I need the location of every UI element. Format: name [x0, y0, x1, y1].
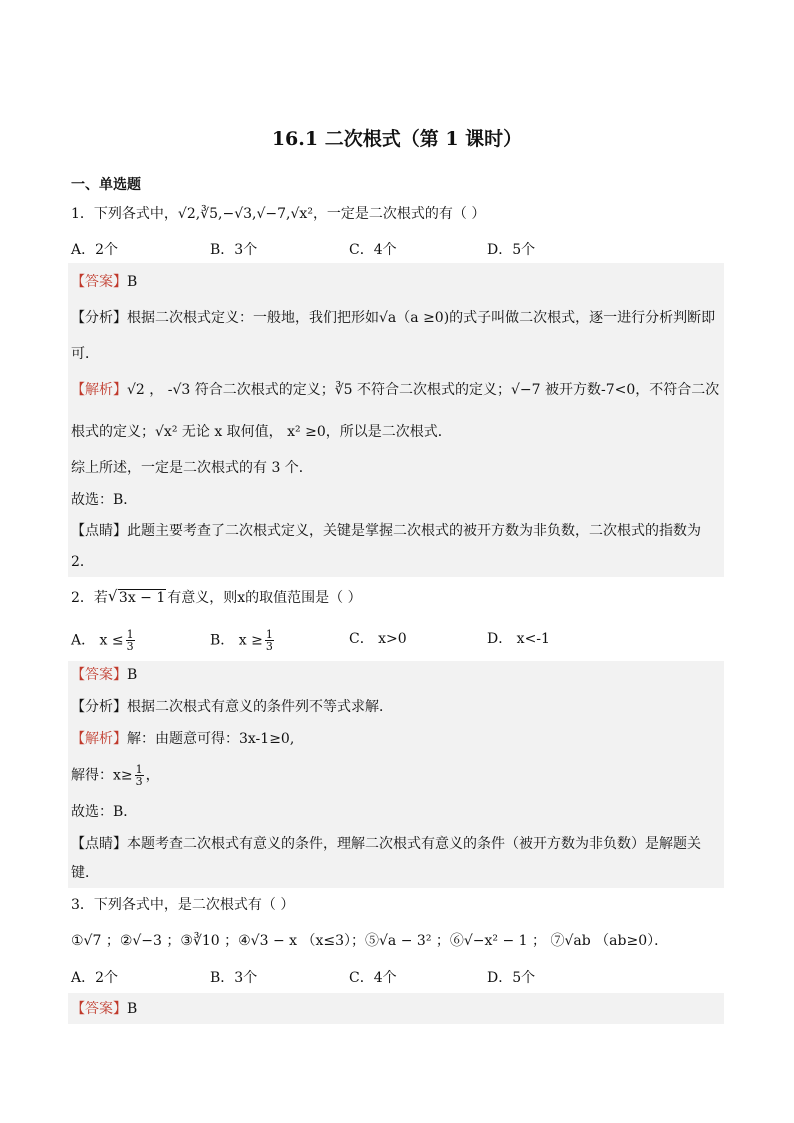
q1-option-b: B．3个	[210, 242, 258, 258]
q3-option-b: B．3个	[210, 970, 258, 986]
q2-comment-line-2: 键．	[71, 865, 99, 881]
q1-solution-line-2: 根式的定义；√x² 无论 x 取何值， x² ≥0，所以是二次根式．	[71, 424, 452, 440]
q2-solution	[71, 729, 294, 749]
q2-option-c: C． x>0	[349, 631, 407, 647]
solution-tag: 【解析】	[71, 382, 127, 398]
analysis-text: 根据二次根式定义：一般地，我们把形如√a（a ≥0)的式子叫做二次根式，逐一进行分析判断即	[127, 310, 716, 326]
q1-option-a: A．2个	[71, 242, 119, 258]
q2-option-b: B． x ≥ $\frac{1}{3}$	[210, 628, 273, 653]
comment-tag: 【点睛】	[71, 523, 127, 539]
q1-comment-line-2: 2．	[71, 554, 94, 570]
question-2	[71, 588, 362, 608]
answer-tag: 【答案】	[71, 274, 127, 290]
q3-answer	[71, 999, 137, 1019]
q1-solution-line-1	[71, 380, 719, 400]
q1-choice: 故选：B．	[71, 492, 138, 508]
answer-tag: 【答案】	[71, 1001, 127, 1017]
q1-analysis-line-1	[71, 308, 715, 328]
analysis-tag: 【分析】	[71, 699, 127, 715]
q2-analysis	[71, 697, 393, 717]
q1-analysis-line-2: 可．	[71, 346, 99, 362]
q1-option-c: C．4个	[349, 242, 397, 258]
q3-option-d: D．5个	[487, 970, 536, 986]
q3-option-a: A．2个	[71, 970, 119, 986]
q1-summary: 综上所述，一定是二次根式的有 3 个．	[71, 460, 313, 476]
solution-text: √2 ， -√3 符合二次根式的定义；∛5 不符合二次根式的定义；√−7 被开方数-7<0，不符合二次	[127, 382, 720, 398]
analysis-tag: 【分析】	[71, 310, 127, 326]
q2-choice: 故选：B．	[71, 804, 138, 820]
solution-text: 解：由题意可得：3x-1≥0,	[127, 731, 295, 747]
q3-option-c: C．4个	[349, 970, 397, 986]
fraction: $\frac{1}{3}$	[126, 628, 134, 653]
question-1	[71, 204, 485, 224]
answer-value: B	[127, 667, 138, 683]
q1-answer	[71, 272, 137, 292]
comment-text: 本题考查二次根式有意义的条件，理解二次根式有意义的条件（被开方数为非负数）是解题关	[127, 836, 701, 852]
comment-text: 此题主要考查了二次根式定义，关键是掌握二次根式的被开方数为非负数，二次根式的指数为	[127, 523, 701, 539]
answer-value: B	[127, 1001, 138, 1017]
q2-suffix: 有意义，则x的取值范围是（ ）	[167, 590, 362, 606]
sqrt-expression: √ 3x − 1	[109, 588, 166, 608]
answer-value: B	[127, 274, 138, 290]
analysis-text: 根据二次根式有意义的条件列不等式求解．	[127, 699, 393, 715]
q2-solved: 解得：x≥ $\frac{1}{3}$ ，	[71, 763, 160, 788]
q2-comment-line-1	[71, 834, 701, 854]
q2-answer	[71, 665, 137, 685]
solution-tag: 【解析】	[71, 731, 127, 747]
answer-tag: 【答案】	[71, 667, 127, 683]
fraction: $\frac{1}{3}$	[135, 763, 143, 788]
q1-prefix: 1．下列各式中，	[71, 206, 178, 222]
q3-items: ①√7 ；②√−3 ；③∛10 ；④√3 − x （x≤3）；⑤√a − 3² ；⑥√−x² − 1 ； ⑦√ab （ab≥0）．	[71, 933, 669, 949]
q2-option-d: D． x<-1	[487, 631, 550, 647]
q1-expr: √2,∛5,−√3,√−7,√x²	[177, 206, 313, 222]
q1-comment-line-1	[71, 521, 701, 541]
comment-tag: 【点睛】	[71, 836, 127, 852]
q1-suffix: ，一定是二次根式的有（ ）	[312, 206, 486, 222]
q3-solution-box	[68, 993, 724, 1024]
q1-option-d: D．5个	[487, 242, 536, 258]
q2-prefix: 2．若	[71, 590, 108, 606]
fraction: $\frac{1}{3}$	[265, 628, 273, 653]
question-3: 3．下列各式中，是二次根式有（ ）	[71, 897, 295, 913]
page-title: 16.1 二次根式（第 1 课时）	[271, 128, 523, 150]
q2-option-a: A． x ≤ $\frac{1}{3}$	[71, 628, 134, 653]
section-heading: 一、单选题	[71, 177, 141, 193]
